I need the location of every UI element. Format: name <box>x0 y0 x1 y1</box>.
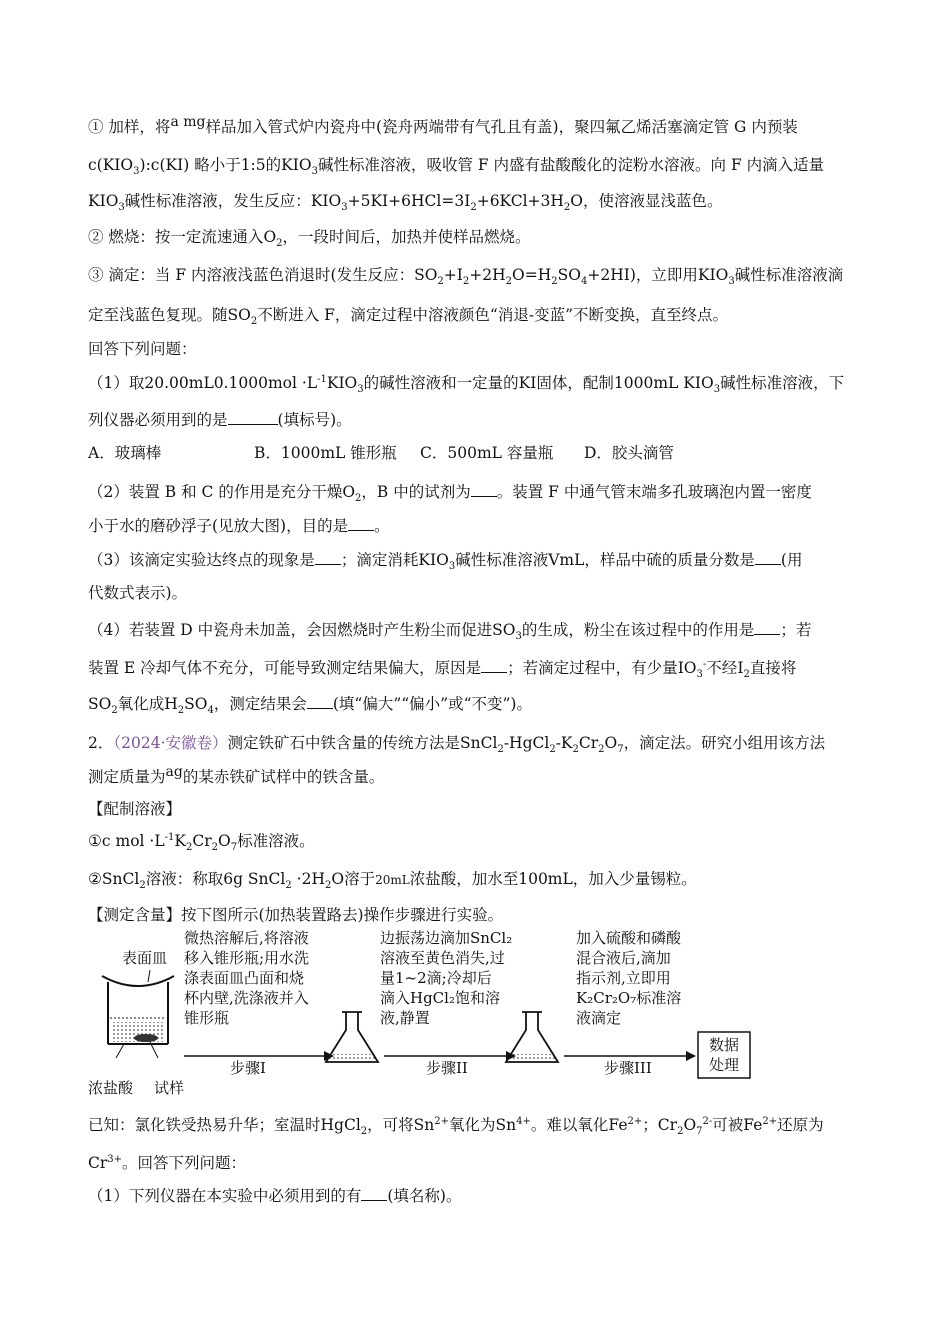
label-conc-hcl: 浓盐酸 <box>88 1079 134 1097</box>
option-a: A．玻璃棒 <box>88 444 162 462</box>
q1-sub2-line-2: 小于水的磨砂浮子(见放大图)，目的是 。 <box>88 514 868 537</box>
q1-sub2-line-1: （2）装置 B 和 C 的作用是充分干燥$O_2$，B 中的试剂为 。装置 F 中通气管末端多孔玻璃泡内置一密度 <box>88 480 868 503</box>
data-processing-label: 数据 处理 <box>708 1036 739 1074</box>
q2-line-2: 测定质量为$^{ag}$的某赤铁矿试样中的铁含量。 <box>88 763 385 786</box>
beaker-icon <box>102 970 174 1058</box>
q1-line-1: ① 加样，将$^{a mg}$样品加入管式炉内瓷舟中(瓷舟两端带有气孔且有盖)，聚四氟乙烯活塞滴定管 G 内预装 <box>88 113 798 136</box>
option-b: B．1000mL 锥形瓶 <box>254 444 397 462</box>
answer-blank[interactable] <box>481 656 507 673</box>
q2-known-line-2: $Cr^{3+}$。回答下列问题： <box>88 1153 247 1172</box>
q1-line-4: ② 燃烧：按一定流速通入$O_2$，一段时间后，加热并使样品燃烧。 <box>88 228 531 250</box>
answer-blank[interactable] <box>228 408 278 425</box>
step3-label: 步骤III <box>604 1059 652 1077</box>
label-sample: 试样 <box>154 1079 185 1097</box>
answer-blank[interactable] <box>754 618 780 635</box>
option-c: C．500mL 容量瓶 <box>420 444 554 462</box>
q2-line-4: ①c mol $\cdot L^{-1}K_2Cr_2O_7$标准溶液。 <box>88 831 315 854</box>
section-heading-prepare: 【配制溶液】 <box>88 800 182 818</box>
answer-blank[interactable] <box>307 692 333 709</box>
q1-line-5: ③ 滴定：当 F 内溶液浅蓝色消退时(发生反应：$SO_2+I_2+2H_2O=H_2SO_4+2HI$)，立即用$KIO_3$碱性标准溶液滴 <box>88 266 844 288</box>
q1-sub3-line-1: （3）该滴定实验达终点的现象是 ；滴定消耗$KIO_3$碱性标准溶液VmL，样品中硫的质量分数是 (用 <box>88 548 868 571</box>
answer-blank[interactable] <box>471 480 497 497</box>
q1-sub1-line-2: 列仪器必须用到的是 (填标号)。 <box>88 408 868 431</box>
flask-icon <box>326 1012 378 1062</box>
q1-sub4-line-1: （4）若装置 D 中瓷舟未加盖，会因燃烧时产生粉尘而促进$SO_3$的生成，粉尘在该过程中的作用是 ；若 <box>88 618 868 641</box>
experiment-flow-diagram <box>88 929 868 1102</box>
label-watch-glass: 表面皿 <box>122 949 168 967</box>
option-d: D．胶头滴管 <box>584 444 674 462</box>
q1-line-3: $KIO_3$碱性标准溶液，发生反应：$KIO_3+5KI+6HCl=3I_2+6KCl+3H_2O$，使溶液显浅蓝色。 <box>88 192 723 214</box>
q1-line-7: 回答下列问题： <box>88 340 197 358</box>
q1-line-6: 定至浅蓝色复现。随$SO_2$不断进入 F，滴定过程中溶液颜色“消退-变蓝”不断变换，直至终点。 <box>88 306 728 328</box>
section-heading-measure: 【测定含量】按下图所示(加热装置路去)操作步骤进行实验。 <box>88 906 504 924</box>
q1-sub4-line-3: $SO_2$氧化成$H_2SO_4$，测定结果会 (填“偏大”“偏小”或“不变”)。 <box>88 692 868 715</box>
q2-line-1: 2．（2024·安徽卷）测定铁矿石中铁含量的传统方法是$SnCl_2-HgCl_2-K_2Cr_2O_7$，滴定法。研究小组用该方法 <box>88 734 826 756</box>
q2-line-5: ②SnCl$_2$溶液：称取6g SnCl$_2$ $\cdot 2H_2O$溶于20mL浓盐酸，加水至100mL，加入少量锡粒。 <box>88 870 697 892</box>
step2-label: 步骤II <box>426 1059 468 1077</box>
answer-blank[interactable] <box>755 548 781 565</box>
q2-known-line-1: 已知：氯化铁受热易升华；室温时HgCl$_2$，可将$Sn^{2+}$氧化为$Sn^{4+}$。难以氧化$Fe^{2+}$；$Cr_2O_7^{2-}$可被$Fe^{2+}$还原为 <box>88 1115 824 1138</box>
answer-blank[interactable] <box>348 514 374 531</box>
answer-blank[interactable] <box>361 1184 387 1201</box>
answer-blank[interactable] <box>315 548 341 565</box>
source-tag: （2024·安徽卷） <box>113 734 228 752</box>
step1-label: 步骤I <box>230 1059 266 1077</box>
q1-sub4-line-2: 装置 E 冷却气体不充分，可能导致测定结果偏大，原因是 ；若滴定过程中，有少量$IO_3^-$不经$I_2$直接将 <box>88 656 868 679</box>
q1-sub1-line-1: （1）取$20.00mL0.1000mol \cdot L^{-1}KIO_3$的碱性溶液和一定量的KI固体，配制1000mL $KIO_3$碱性标准溶液，下 <box>88 373 845 396</box>
step3-description: 加入硫酸和磷酸 混合液后,滴加 指示剂,立即用 K₂Cr₂O₇标准溶 液滴定 <box>576 929 682 1027</box>
step1-description: 微热溶解后,将溶液 移入锥形瓶;用水洗 涤表面皿凸面和烧 杯内壁,洗涤液并入 锥形瓶 <box>184 929 310 1027</box>
step2-description: 边振荡边滴加SnCl₂ 溶液至黄色消失,过 量1~2滴;冷却后 滴入HgCl₂饱和溶 液,静置 <box>380 929 513 1027</box>
q1-line-2: $c(KIO_3):c(KI)$ 略小于1:5的$KIO_3$碱性标准溶液，吸收管 F 内盛有盐酸酸化的淀粉水溶液。向 F 内滴入适量 <box>88 156 825 178</box>
q1-sub3-line-2: 代数式表示)。 <box>88 584 188 602</box>
q2-sub1-line: （1）下列仪器在本实验中必须用到的有 (填名称)。 <box>88 1184 868 1207</box>
